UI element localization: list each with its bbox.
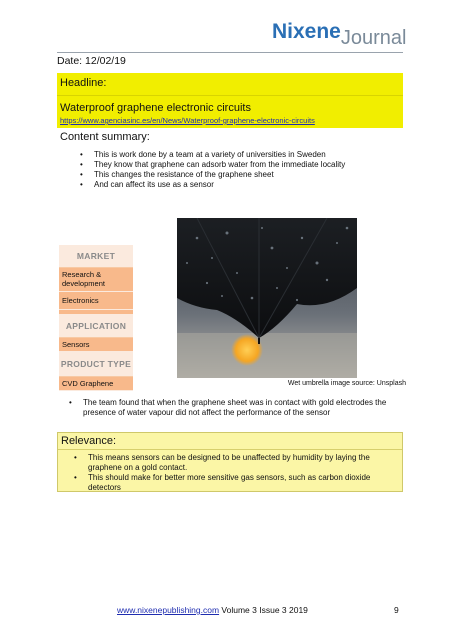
logo-text-bold: Nixene [272,20,341,43]
article-date: Date: 12/02/19 [57,55,126,67]
publisher-link[interactable]: www.nixenepublishing.com [117,605,220,615]
logo-text-light: Journal [340,27,407,49]
relevance-list [62,453,400,493]
list-item: • This means sensors can be designed to be unaffected by humidity by laying the graphene on a gold contact. [62,453,400,473]
summary-list [68,150,398,190]
wet-umbrella-photo [177,218,357,378]
relevance-box [57,432,403,492]
headline-label: Headline: [60,77,107,89]
footer [117,605,308,615]
classification-sidebar [59,245,133,391]
headline-box [57,73,403,128]
image-caption: Wet umbrella image source: Unsplash [287,380,406,387]
relevance-divider [58,449,402,450]
list-item: • The team found that when the graphene sheet was in contact with gold electrodes the presence of water vapour did not affect the performance of the sensor [57,398,397,418]
product-type-item: CVD Graphene [59,377,133,391]
application-item: Sensors [59,338,133,352]
headline-divider [57,95,403,96]
journal-logo [272,20,407,49]
market-item: Electronics [59,292,133,310]
source-link[interactable]: https://www.agenciasinc.es/en/News/Waterproof-graphene-electronic-circuits [60,116,315,125]
list-item: • They know that graphene can adsorb water from the immediate locality [68,160,398,170]
application-heading: APPLICATION [59,315,133,338]
page-number: 9 [394,605,399,615]
list-item: • And can affect its use as a sensor [68,180,398,190]
content-summary-label: Content summary: [60,131,150,143]
findings-list [57,398,397,418]
issue-info: Volume 3 Issue 3 2019 [219,605,308,615]
list-item: • This is work done by a team at a variety of universities in Sweden [68,150,398,160]
market-item: Research & development [59,268,133,292]
headline-title: Waterproof graphene electronic circuits [60,102,251,114]
list-item: • This changes the resistance of the graphene sheet [68,170,398,180]
relevance-label: Relevance: [61,435,117,447]
header-rule [57,52,403,53]
list-item: • This should make for better more sensitive gas sensors, such as carbon dioxide detectors [62,473,400,493]
product-type-heading: PRODUCT TYPE [59,352,133,377]
market-heading: MARKET [59,245,133,268]
